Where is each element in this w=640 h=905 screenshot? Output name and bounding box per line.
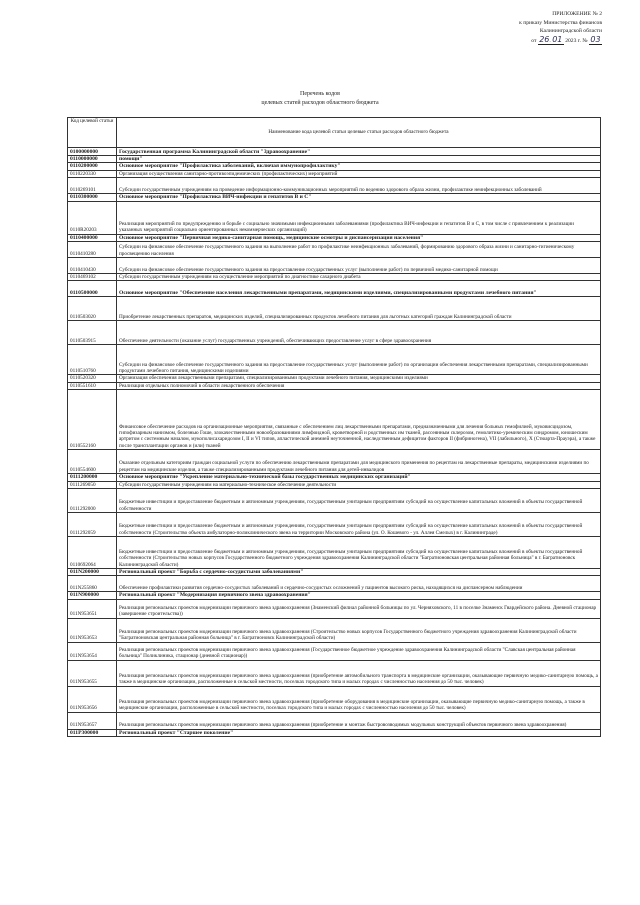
appendix-line-2: Калининградской области	[539, 28, 602, 35]
row-name: Приобретение лекарственных препаратов, медицинских изделий, специализированных продуктов лечебного питания для льготных категорий граждан Калининградской области	[117, 297, 601, 321]
table-row	[68, 281, 601, 297]
row-name: Основное мероприятие "Укрепление материально-технической базы государственных медицинских организаций"	[117, 474, 601, 481]
row-code: 0110400000	[68, 234, 117, 241]
row-code: 0110551610	[68, 382, 117, 389]
row-name: Субсидии государственным учреждениям на осуществление мероприятий по диагностике сахарного диабета	[117, 274, 601, 281]
row-name: Оказание отдельным категориям граждан социальной услуги по обеспечению лекарственными препаратами для медицинского применения по рецептам на лекарственные препараты, медицинскими изделиями по рецептам на медицинские изделия, а также специализированными продуктами лечебного питания для детей-инвалидов	[117, 450, 601, 474]
row-name: Субсидии на финансовое обеспечение государственного задания на предоставление государственных услуг (выполнение работ) по первичной медико-санитарной помощи	[117, 258, 601, 274]
row-code: 011N953654	[68, 642, 117, 660]
table-row	[68, 686, 601, 712]
table-row	[68, 592, 601, 599]
row-name: Государственная программа Калининградской области "Здравоохранение"	[117, 148, 601, 156]
row-code: 011N900000	[68, 592, 117, 599]
row-code: 0111269050	[68, 481, 117, 488]
row-code: 0111200000	[68, 474, 117, 481]
row-name: помощи"	[117, 156, 601, 163]
row-name: Региональный проект "Старшее поколение"	[117, 729, 601, 736]
row-name: Субсидии на финансовое обеспечение государственного задания на предоставление государственных услуг (выполнение работ) по организации обеспечения лекарственными препаратами, специализированными продуктами лечебного питания, медицинскими изделиями	[117, 345, 601, 375]
row-name: Субсидии государственным учреждениям на материально-техническое обеспечение деятельности	[117, 481, 601, 488]
row-code: 0110000000	[68, 156, 117, 163]
doc-number: 03	[590, 34, 601, 44]
row-name: Реализация мероприятий по предупреждению и борьбе с социально значимыми инфекционными заболеваниями (профилактика ВИЧ-инфекции и гепатитов В и С, в том числе с привлечением к реализации указанных мероприятий социально ориентированных некоммерческих организаций)	[117, 201, 601, 234]
table-row	[68, 375, 601, 382]
row-name: Региональный проект "Модернизация первичного звена здравоохранения"	[117, 592, 601, 599]
row-code: 0111292000	[68, 489, 117, 513]
row-code: 0110510760	[68, 345, 117, 375]
row-name: Реализация региональных проектов модернизации первичного звена здравоохранения (Государственное бюджетное учреждение здравоохранения Калининградской области "Славская центральная районная больница" Поликлиника, стационар (дневной стационар))	[117, 642, 601, 660]
table-row	[68, 712, 601, 729]
table-row	[68, 345, 601, 375]
row-code: 011N953651	[68, 599, 117, 618]
row-code: 011P300000	[68, 729, 117, 736]
table-row	[68, 194, 601, 201]
table-row	[68, 234, 601, 241]
table-row	[68, 660, 601, 686]
table-row	[68, 576, 601, 592]
document-titles	[0, 90, 640, 108]
row-code: 0110503915	[68, 321, 117, 345]
row-name: Бюджетные инвестиции и предоставление бюджетным и автономным учреждениям, государственным унитарным предприятиям субсидий на осуществление капитальных вложений в объекты государственной собственности (Строительство новых корпусов Государственного бюджетного учреждения здравоохранения Калининградской области "Багратионовская центральная районная больница" в г. Багратионовск Калининградской области)	[117, 537, 601, 569]
header-name-cell: Наименование кода целевой статьи целевые статьи расходов областного бюджета	[117, 118, 601, 148]
row-name: Бюджетные инвестиции и предоставление бюджетным и автономным учреждениям, государственным унитарным предприятиям субсидий на осуществление капитальных вложений в объекты государственной собственности (Строительство объекта амбулаторно-поликлинического звена на территории Московского района (ул. О. Кошевого - ул. Аллея Смелых) в г. Калининграде)	[117, 513, 601, 537]
table-row	[68, 170, 601, 177]
codes-table	[67, 117, 601, 737]
appendix-block	[402, 10, 602, 45]
row-code: 0110269101	[68, 178, 117, 194]
table-row	[68, 382, 601, 389]
row-code: 0110520320	[68, 375, 117, 382]
row-name: Субсидии государственным учреждениям на проведение информационно-коммуникационных мероприятий по ведению здорового образа жизни, профилактике неинфекционных заболеваний	[117, 178, 601, 194]
table-row	[68, 156, 601, 163]
row-code: 0111292059	[68, 513, 117, 537]
row-name: Бюджетные инвестиции и предоставление бюджетным и автономным учреждениям, государственным унитарным предприятиям субсидий на осуществление капитальных вложений в объекты государственной собственности	[117, 489, 601, 513]
row-name: Реализация региональных проектов модернизации первичного звена здравоохранения (приобретение и монтаж быстровозводимых модульных конструкций объектов первичного звена здравоохранения)	[117, 712, 601, 729]
row-name: Реализация региональных проектов модернизации первичного звена здравоохранения (Строительство новых корпусов Государственного бюджетного учреждения здравоохранения Калининградской области "Багратионовская центральная районная больница" в г. Багратионовск Калининградской области)	[117, 618, 601, 642]
row-code: 0110300000	[68, 194, 117, 201]
row-code: 0110554600	[68, 450, 117, 474]
table-header-row	[68, 118, 601, 148]
table-row	[68, 163, 601, 170]
table-row	[68, 178, 601, 194]
row-name: Основное мероприятие "Обеспечение населения лекарственными препаратами, медицинскими изделиями, специализированными продуктами лечебного питания"	[117, 281, 601, 297]
row-code: 011N953655	[68, 660, 117, 686]
row-name: Реализация региональных проектов модернизации первичного звена здравоохранения (приобретение оборудования в медицинские организации, оказывающие первичную медико-санитарную помощь, а также в медицинские организации, расположенные в сельской местности, поселках городского типа и малых городах с численностью населения до 50 тыс. человек)	[117, 686, 601, 712]
row-name: Обеспечение деятельности (оказание услуг) государственных учреждений, обеспечивающих предоставление услуг в сфере здравоохранения	[117, 321, 601, 345]
row-code: 011N255860	[68, 576, 117, 592]
table-row	[68, 474, 601, 481]
row-code: 0110R20203	[68, 201, 117, 234]
table-row	[68, 450, 601, 474]
header-code-cell: Код целевой статьи	[68, 118, 117, 148]
table-row	[68, 513, 601, 537]
table-row	[68, 642, 601, 660]
row-name: Финансовое обеспечение расходов на организационные мероприятия, связанные с обеспечением лиц лекарственными препаратами, предназначенными для лечения больных гемофилией, муковисцидозом, гипофизарным нанизмом, болезнью Гоше, злокачественными новообразованиями лимфоидной, кроветворной и родственных им тканей, рассеянным склерозом, гемолитико-уремическим синдромом, юношеским артритом с системным началом, мукополисахаридозом I, II и VI типов, апластической анемией неуточненной, наследственным дефицитом факторов II (фибриногена), VII (лабильного), X (Стюарта-Прауэра), а также после трансплантации органов и (или) тканей	[117, 390, 601, 450]
row-code: 0110200000	[68, 163, 117, 170]
table-row	[68, 599, 601, 618]
table-row	[68, 569, 601, 576]
appendix-label: ПРИЛОЖЕНИЕ № 2	[552, 11, 602, 17]
row-code: 0110500000	[68, 281, 117, 297]
row-code: 0110469102	[68, 274, 117, 281]
table-row	[68, 297, 601, 321]
row-name: Обеспечение профилактики развития сердечно-сосудистых заболеваний и сердечно-сосудистых осложнений у пациентов высокого риска, находящихся на диспансерном наблюдении	[117, 576, 601, 592]
row-code: 0110692064	[68, 537, 117, 569]
row-name: Основное мероприятие "Первичная медико-санитарная помощь, медицинские осмотры и диспансеризация населения"	[117, 234, 601, 241]
appendix-date-line: от 26. 01 2023 г. № 03	[531, 34, 601, 44]
row-code: 0110410430	[68, 258, 117, 274]
table-row	[68, 390, 601, 450]
row-code: 0110410280	[68, 242, 117, 258]
table-row	[68, 258, 601, 274]
date-day: 26	[539, 34, 550, 44]
row-code: 0100000000	[68, 148, 117, 156]
table-row	[68, 481, 601, 488]
row-name: Региональный проект "Борьба с сердечно-сосудистыми заболеваниями"	[117, 569, 601, 576]
table-row	[68, 729, 601, 736]
table-row	[68, 274, 601, 281]
row-name: Основное мероприятие "Профилактика ВИЧ-инфекции и гепатитов В и С"	[117, 194, 601, 201]
row-name: Реализация региональных проектов модернизации первичного звена здравоохранения (приобретение автомобильного транспорта в медицинские организации, оказывающие первичную медико-санитарную помощь, а также в медицинские организации, расположенные в сельской местности, поселках городского типа и малых городах с численностью населения до 50 тыс. человек)	[117, 660, 601, 686]
table-row	[68, 618, 601, 642]
table-row	[68, 321, 601, 345]
table-row	[68, 242, 601, 258]
row-name: Организация осуществления санитарно-противоэпидемических (профилактических) мероприятий	[117, 170, 601, 177]
row-code: 0110220330	[68, 170, 117, 177]
row-code: 0110552160	[68, 390, 117, 450]
row-code: 0110503020	[68, 297, 117, 321]
row-name: Реализация отдельных полномочий в области лекарственного обеспечения	[117, 382, 601, 389]
row-code: 011N953656	[68, 686, 117, 712]
date-month: 01	[552, 34, 563, 44]
table-row	[68, 201, 601, 234]
document-subtitle: целевых статей расходов областного бюджета	[261, 100, 379, 106]
table-row	[68, 489, 601, 513]
row-code: 011N953657	[68, 712, 117, 729]
row-code: 011N953653	[68, 618, 117, 642]
table-row	[68, 148, 601, 156]
date-prefix: от	[531, 37, 537, 44]
appendix-line-1: к приказу Министерства финансов	[519, 19, 602, 26]
row-code: 011N200000	[68, 569, 117, 576]
row-name: Организация обеспечения лекарственными препаратами, специализированными продуктами лечебного питания, медицинскими изделиями	[117, 375, 601, 382]
document-title: Перечень кодов	[300, 91, 340, 97]
row-name: Основное мероприятие "Профилактика заболеваний, включая иммунопрофилактику"	[117, 163, 601, 170]
table-row	[68, 537, 601, 569]
date-year: 2023 г. №	[565, 37, 588, 44]
row-name: Субсидии на финансовое обеспечение государственного задания на выполнение работ по профилактике неинфекционных заболеваний, формированию здорового образа жизни и санитарно-гигиеническому просвещению населения	[117, 242, 601, 258]
row-name: Реализация региональных проектов модернизации первичного звена здравоохранения (Знаменский филиал районной больницы по ул. Черняховского, 11 в поселке Знаменск Гвардейского района. Дневной стационар (завершение строительства))	[117, 599, 601, 618]
